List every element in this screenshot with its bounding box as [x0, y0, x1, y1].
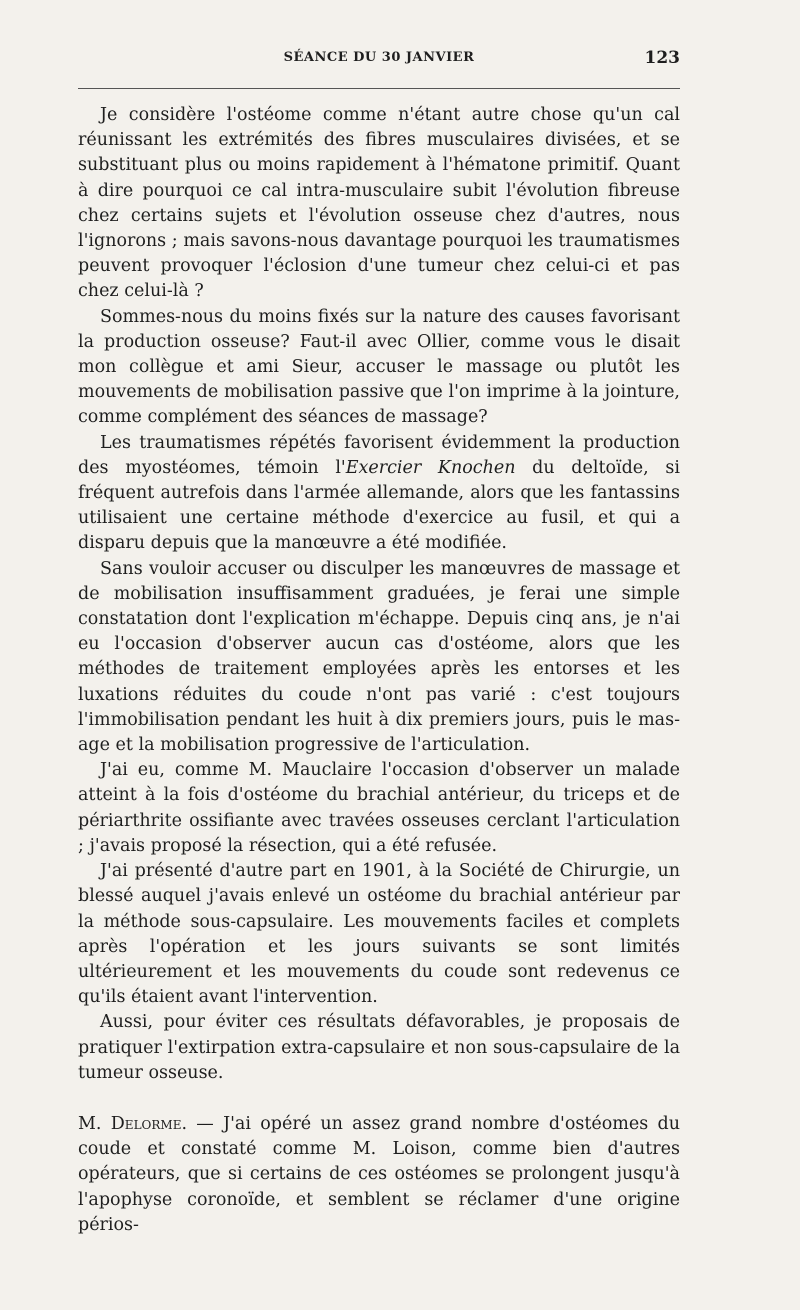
- paragraph-extirpation: Aussi, pour éviter ces résultats défavorables, je proposais de pratiquer l'extirpation extra-capsulaire et non sous-capsulaire de la tumeur osseuse.: [78, 1012, 680, 1083]
- running-head: SÉANCE DU 30 JANVIER: [283, 50, 475, 65]
- exercier-italic-term: Exercier Knochen: [345, 457, 516, 478]
- exercier-text-after: du deltoïde, si fréquent autrefois dans l'armée allemande, alors que les fantassins utilisaient une certaine méthode d'exercice au fusil, et qui a disparu depuis que la manœuvre a été modifiée.: [78, 457, 680, 554]
- paragraph-mauclaire: J'ai eu, comme M. Mauclaire l'occasion d'observer un malade atteint à la fois d'ostéome du brachial antérieur, du triceps et de périarthrite ossifiante avec travées osseuses cerclant l'articulation ; j'avais proposé la résection, qui a été refusée.: [78, 760, 680, 856]
- page-header: [78, 48, 680, 74]
- page-number: 123: [644, 48, 680, 68]
- paragraph-massage: Sans vouloir accuser ou disculper les manœuvres de massage et de mobilisation insuffisamment graduées, je ferai une simple constatation dont l'explication m'échappe. Depuis cinq ans, je n'ai eu l'occasion d'observer aucun cas d'ostéome, alors que les méthodes de traitement employées après les entorses et les luxations réduites du coude n'ont pas varié : c'est toujours l'immobilisation pendant les huit à dix premiers jours, puis le mas-age et la mobilisation progressive de l'articulation.: [78, 558, 680, 756]
- body-text: [78, 103, 680, 1238]
- paragraph-causes: Sommes-nous du moins fixés sur la nature des causes favorisant la production osseuse? Faut-il avec Ollier, comme vous le disait mon collègue et ami Sieur, accuser le massage ou plutôt les mouvements de mobilisation passive que l'on imprime à la jointure, comme complément des séances de massage?: [78, 306, 680, 428]
- speaker-text: — J'ai opéré un assez grand nombre d'ostéomes du coude et constaté comme M. Loison, comme bien d'autres opérateurs, que si certains de ces ostéomes se prolongent jusqu'à l'apophyse coronoïde, et semblent se réclamer d'une origine périos-: [78, 1113, 680, 1235]
- paragraph-1901: J'ai présenté d'autre part en 1901, à la Société de Chirurgie, un blessé auquel j'avais enlevé un ostéome du brachial antérieur par la méthode sous-capsulaire. Les mouvements faciles et complets après l'opération et les jours suivants se sont limités ultérieurement et les mouvements du coude sont redevenus ce qu'ils étaient avant l'intervention.: [78, 861, 680, 1008]
- paragraph-delorme: [78, 1112, 680, 1238]
- speaker-name: M. Delorme.: [78, 1113, 188, 1134]
- paragraph-exercier-knochen: [78, 431, 680, 557]
- exercier-text-before: Les traumatismes répétés favorisent évidemment la production des myostéomes, témoin l': [78, 432, 680, 478]
- header-rule: [78, 88, 680, 89]
- paragraph-osteome-cal: Je considère l'ostéome comme n'étant autre chose qu'un cal réunissant les extrémités des fibres musculaires divisées, et se substituant plus ou moins rapidement à l'hématone primitif. Quant à dire pourquoi ce cal intra-musculaire subit l'évolution fibreuse chez certains sujets et l'évolution osseuse chez d'autres, nous l'ignorons ; mais savons-nous davantage pourquoi les traumatismes peuvent provoquer l'éclosion d'une tumeur chez celui-ci et pas chez celui-là ?: [78, 105, 680, 302]
